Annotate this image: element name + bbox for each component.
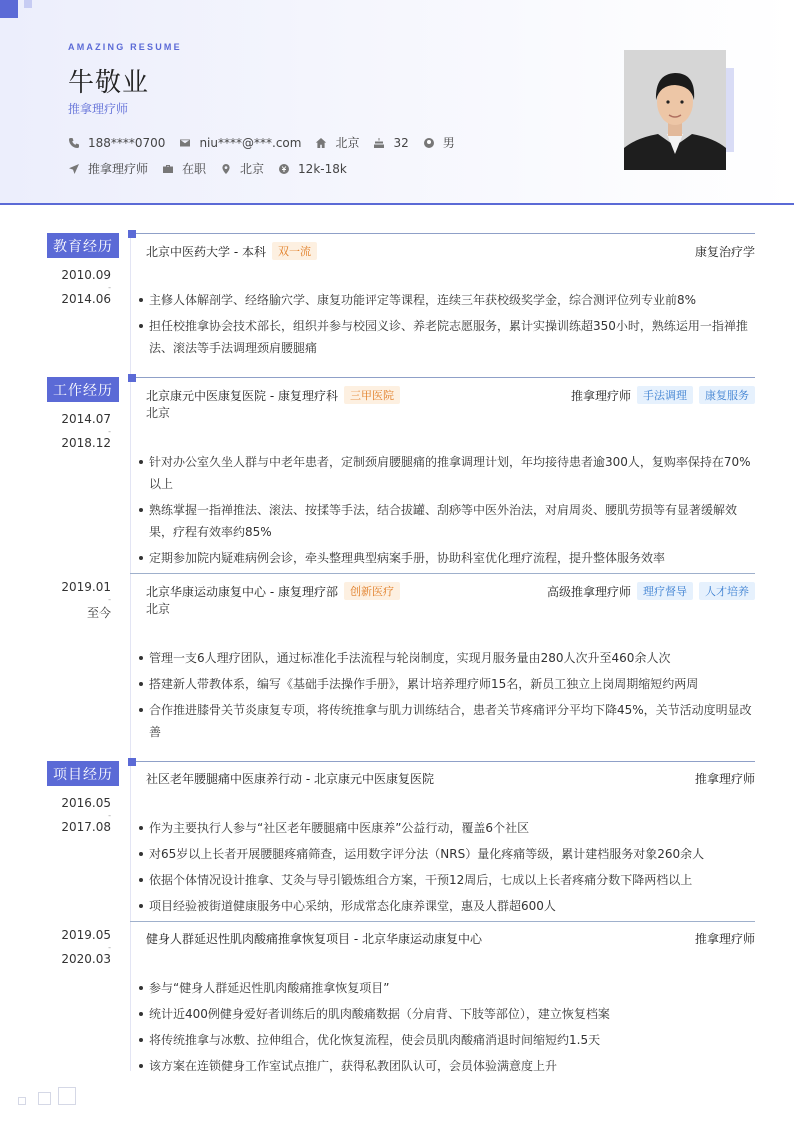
- brand-label: AMAZING RESUME: [68, 42, 182, 52]
- section-divider: [136, 233, 755, 234]
- entry-title: 北京康元中医康复医院 - 康复理疗科: [146, 388, 338, 403]
- entry-title: 北京华康运动康复中心 - 康复理疗部: [146, 584, 338, 599]
- section-label-education: 教育经历: [47, 233, 119, 258]
- section-label-work: 工作经历: [47, 377, 119, 402]
- date-end: 2014.06: [61, 292, 111, 306]
- bullet-item: 管理一支6人理疗团队，通过标准化手法流程与轮岗制度，实现月服务量由280人次升至460余人次: [138, 647, 752, 669]
- profile-photo: [624, 50, 726, 170]
- entry-tag: 三甲医院: [344, 386, 400, 404]
- bullet-item: 针对办公室久坐人群与中老年患者，定制颈肩腰腿痛的推拿调理计划，年均接待患者逾300人，复购率保持在70%以上: [138, 451, 752, 495]
- cake-icon: [373, 137, 385, 149]
- entry-role: 推拿理疗师: [694, 932, 755, 946]
- salary-item: [278, 162, 347, 176]
- salary-icon: [278, 163, 290, 175]
- corner-accent: [0, 0, 18, 18]
- bullet-item: 依据个体情况设计推拿、艾灸与导引锻炼组合方案，干预12周后，七成以上长者疼痛分数下降两档以上: [138, 869, 752, 891]
- bullet-item: 作为主要执行人参与“社区老年腰腿痛中医康养”公益行动，覆盖6个社区: [138, 817, 752, 839]
- age-text: 32: [393, 135, 409, 150]
- section-label-projects: 项目经历: [47, 761, 119, 786]
- entry-title: 北京中医药大学 - 本科: [146, 244, 266, 259]
- hometown-text: 北京: [335, 136, 360, 150]
- bullet-item: 熟练掌握一指禅推法、滚法、按揉等手法，结合拔罐、刮痧等中医外治法，对肩周炎、腰肌劳损等有显著缓解效果，疗程有效率约85%: [138, 499, 752, 543]
- bullet-item: 统计近400例健身爱好者训练后的肌肉酸痛数据（分肩背、下肢等部位），建立恢复档案: [138, 1003, 752, 1025]
- date-end: 2017.08: [61, 820, 111, 834]
- email-text: niu****@***.com: [199, 135, 302, 150]
- bullet-item: 对65岁以上长者开展腰腿疼痛筛查，运用数字评分法（NRS）量化疼痛等级，累计建档服务对象260余人: [138, 843, 752, 865]
- hometown-item: [315, 134, 359, 151]
- entry-role: 推拿理疗师: [694, 772, 755, 786]
- bullet-item: 将传统推拿与冰敷、拉伸组合，优化恢复流程，使会员肌肉酸痛消退时间缩短约1.5天: [138, 1029, 752, 1051]
- timeline-rail: [130, 236, 131, 1071]
- bullet-item: 项目经验被街道健康服务中心采纳，形成常态化康养课堂，惠及人群超600人: [138, 895, 752, 917]
- entry-header: [146, 242, 755, 260]
- home-icon: [315, 137, 327, 149]
- date-start: 2010.09: [61, 268, 111, 282]
- role-tag: 人才培养: [699, 582, 755, 600]
- date-end: 2020.03: [61, 952, 111, 966]
- entry-bullets: [138, 647, 752, 747]
- date-separator: -: [108, 283, 111, 292]
- section-marker: [128, 374, 136, 382]
- resume-header: [0, 0, 794, 205]
- entry-bullets: [138, 817, 752, 921]
- footer-decoration: [58, 1087, 76, 1105]
- gender-item: [423, 134, 455, 151]
- entry-bullets: [138, 289, 752, 363]
- role-tag: 理疗督导: [637, 582, 693, 600]
- date-separator: -: [108, 943, 111, 952]
- bullet-item: 合作推进膝骨关节炎康复专项，将传统推拿与肌力训练结合，患者关节疼痛评分平均下降45%，关节活动度明显改善: [138, 699, 752, 743]
- target-position-item: [68, 160, 148, 177]
- entry-header: [146, 930, 755, 947]
- candidate-title: 推拿理疗师: [68, 102, 129, 116]
- date-separator: -: [108, 811, 111, 820]
- date-end: 至今: [86, 606, 111, 620]
- bullet-item: 担任校推拿协会技术部长，组织并参与校园义诊、养老院志愿服务，累计实操训练超350小时，熟练运用一指禅推法、滚法等手法调理颈肩腰腿痛: [138, 315, 752, 359]
- entry-role: [571, 386, 755, 404]
- role-tag: 康复服务: [699, 386, 755, 404]
- role-tag: 手法调理: [637, 386, 693, 404]
- role-title: 高级推拿理疗师: [546, 584, 631, 599]
- footer-decoration: [18, 1097, 26, 1105]
- entry-title: 健身人群延迟性肌肉酸痛推拿恢复项目 - 北京华康运动康复中心: [146, 932, 482, 946]
- phone-text: 188****0700: [88, 135, 166, 150]
- entry-header: [146, 770, 755, 787]
- section-divider: [136, 377, 755, 378]
- gender-icon: [423, 137, 435, 149]
- entry-bullets: [138, 977, 752, 1081]
- location-icon: [220, 163, 232, 175]
- email-item: [179, 136, 301, 150]
- entry-tag: 双一流: [272, 242, 317, 260]
- send-icon: [68, 163, 80, 175]
- date-end: 2018.12: [61, 436, 111, 450]
- entry-location: 北京: [146, 406, 171, 420]
- role-title: 推拿理疗师: [570, 388, 631, 403]
- job-status-text: 在职: [182, 162, 207, 176]
- contact-row: [68, 134, 469, 151]
- briefcase-icon: [162, 163, 174, 175]
- target-city-text: 北京: [240, 162, 265, 176]
- entry-role: [547, 582, 755, 600]
- phone-icon: [68, 137, 80, 149]
- date-start: 2019.05: [61, 928, 111, 942]
- bullet-item: 该方案在连锁健身工作室试点推广，获得私教团队认可，会员体验满意度上升: [138, 1055, 752, 1077]
- date-start: 2019.01: [61, 580, 111, 594]
- job-status-item: [162, 160, 206, 177]
- bullet-item: 搭建新人带教体系，编写《基础手法操作手册》，累计培养理疗师15名，新员工独立上岗周期缩短约两周: [138, 673, 752, 695]
- bullet-item: 参与“健身人群延迟性肌肉酸痛推拿恢复项目”: [138, 977, 752, 999]
- entry-divider: [130, 921, 755, 922]
- age-item: [373, 136, 408, 150]
- candidate-name: 牛敬业: [68, 68, 150, 98]
- target-city-item: [220, 160, 264, 177]
- entry-divider: [130, 573, 755, 574]
- phone-item: [68, 136, 165, 150]
- bullet-item: 主修人体解剖学、经络腧穴学、康复功能评定等课程，连续三年获校级奖学金，综合测评位列专业前8%: [138, 289, 752, 311]
- entry-major: 康复治疗学: [694, 244, 755, 259]
- footer-decoration: [38, 1092, 51, 1105]
- entry-header: [146, 386, 755, 404]
- entry-tag: 创新医疗: [344, 582, 400, 600]
- job-intent-row: [68, 160, 361, 177]
- date-separator: -: [108, 427, 111, 436]
- section-divider: [136, 761, 755, 762]
- date-start: 2014.07: [61, 412, 111, 426]
- entry-bullets: [138, 451, 752, 573]
- section-marker: [128, 758, 136, 766]
- entry-header: [146, 582, 755, 600]
- target-position-text: 推拿理疗师: [88, 162, 149, 176]
- date-start: 2016.05: [61, 796, 111, 810]
- bullet-item: 定期参加院内疑难病例会诊，牵头整理典型病案手册，协助科室优化理疗流程，提升整体服务效率: [138, 547, 752, 569]
- mail-icon: [179, 137, 191, 149]
- entry-location: 北京: [146, 602, 171, 616]
- gender-text: 男: [442, 136, 455, 150]
- section-marker: [128, 230, 136, 238]
- salary-text: 12k-18k: [298, 161, 347, 176]
- corner-accent-small: [24, 0, 32, 8]
- entry-title: 社区老年腰腿痛中医康养行动 - 北京康元中医康复医院: [146, 772, 434, 786]
- date-separator: -: [108, 595, 111, 604]
